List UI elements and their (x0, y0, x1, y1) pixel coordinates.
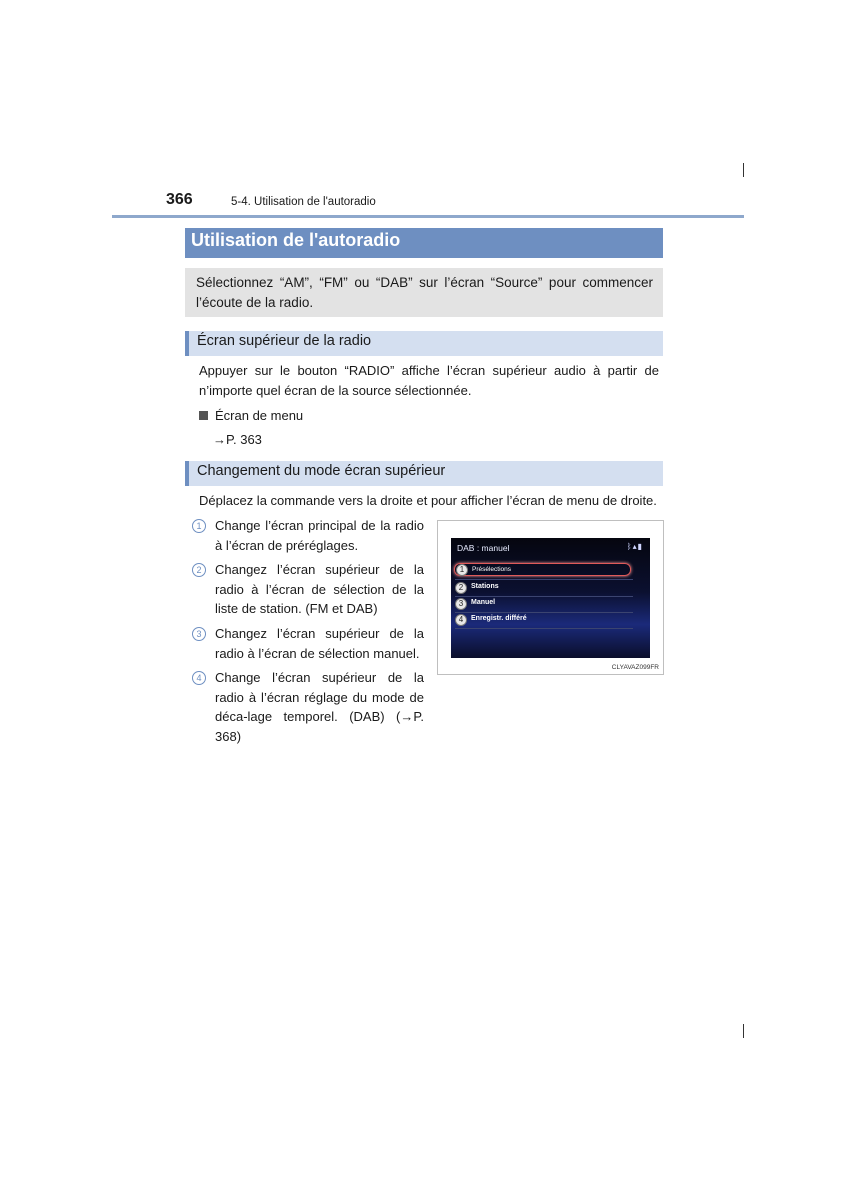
item-number-2: 2 (192, 563, 206, 577)
crop-mark-bottom (743, 1024, 744, 1038)
item-text-3: Changez l’écran supérieur de la radio à l’écran de sélection manuel. (215, 626, 424, 661)
item-text-2: Changez l’écran supérieur de la radio à l’écran de sélection de la liste de station. (FM et DAB) (215, 562, 424, 616)
screen-divider (455, 628, 633, 629)
battery-icon: ▮ (637, 542, 643, 551)
crop-mark-top (743, 163, 744, 177)
page-title: Utilisation de l'autoradio (185, 228, 663, 258)
bluetooth-icon: ᛒ (626, 542, 633, 551)
section-heading-change-mode: Changement du mode écran supérieur (185, 461, 663, 486)
radio-screen (451, 538, 650, 658)
screen-item-label: Manuel (471, 599, 496, 606)
status-icons (627, 542, 643, 551)
menu-screen-bullet (199, 406, 303, 426)
signal-icon: ▴ (632, 542, 638, 551)
running-header: 5-4. Utilisation de l'autoradio (231, 196, 376, 208)
item-number-1: 1 (192, 519, 206, 533)
screen-title: DAB : manuel (457, 543, 510, 553)
header-rule (112, 215, 744, 218)
screen-item-number-4: 4 (455, 614, 467, 626)
screen-menu-item-stations[interactable] (454, 582, 630, 595)
screen-item-label: Stations (471, 583, 499, 590)
intro-box: Sélectionnez “AM”, “FM” ou “DAB” sur l’écran “Source” pour commencer l’écoute de la radio. (185, 268, 663, 317)
square-bullet-icon (199, 411, 208, 420)
screen-item-label: Présélections (472, 566, 512, 573)
screen-item-number-2: 2 (455, 582, 467, 594)
item-number-3: 3 (192, 627, 206, 641)
screen-divider (455, 596, 633, 597)
screen-divider (455, 612, 633, 613)
screen-menu-item-manual[interactable] (454, 598, 630, 611)
item-number-4: 4 (192, 671, 206, 685)
screen-item-number-3: 3 (455, 598, 467, 610)
screen-divider (455, 579, 633, 580)
radio-top-screen-paragraph: Appuyer sur le bouton “RADIO” affiche l’écran supérieur audio à partir de n’importe quel écran de la source sélectionnée. (199, 363, 659, 398)
page-reference-link[interactable]: →P. 363 (213, 432, 262, 447)
section-heading-radio-top-screen: Écran supérieur de la radio (185, 331, 663, 356)
item-text-4: Change l’écran supérieur de la radio à l’écran réglage du mode de déca-lage temporel. (DAB) (→P. 368) (215, 670, 424, 744)
screen-menu-item-presets[interactable] (454, 563, 631, 576)
item-text-1: Change l’écran principal de la radio à l’écran de préréglages. (215, 518, 424, 553)
figure-code: CLYAVAZ099FR (611, 664, 659, 671)
page-number: 366 (166, 191, 193, 208)
screen-item-number-1: 1 (456, 564, 468, 576)
screen-item-label: Enregistr. différé (471, 615, 527, 622)
bullet-label: Écran de menu (215, 408, 304, 423)
change-mode-paragraph: Déplacez la commande vers la droite et pour afficher l’écran de menu de droite. (199, 493, 657, 508)
radio-screen-figure (437, 520, 664, 675)
screen-menu-item-timeshift[interactable] (454, 614, 630, 627)
